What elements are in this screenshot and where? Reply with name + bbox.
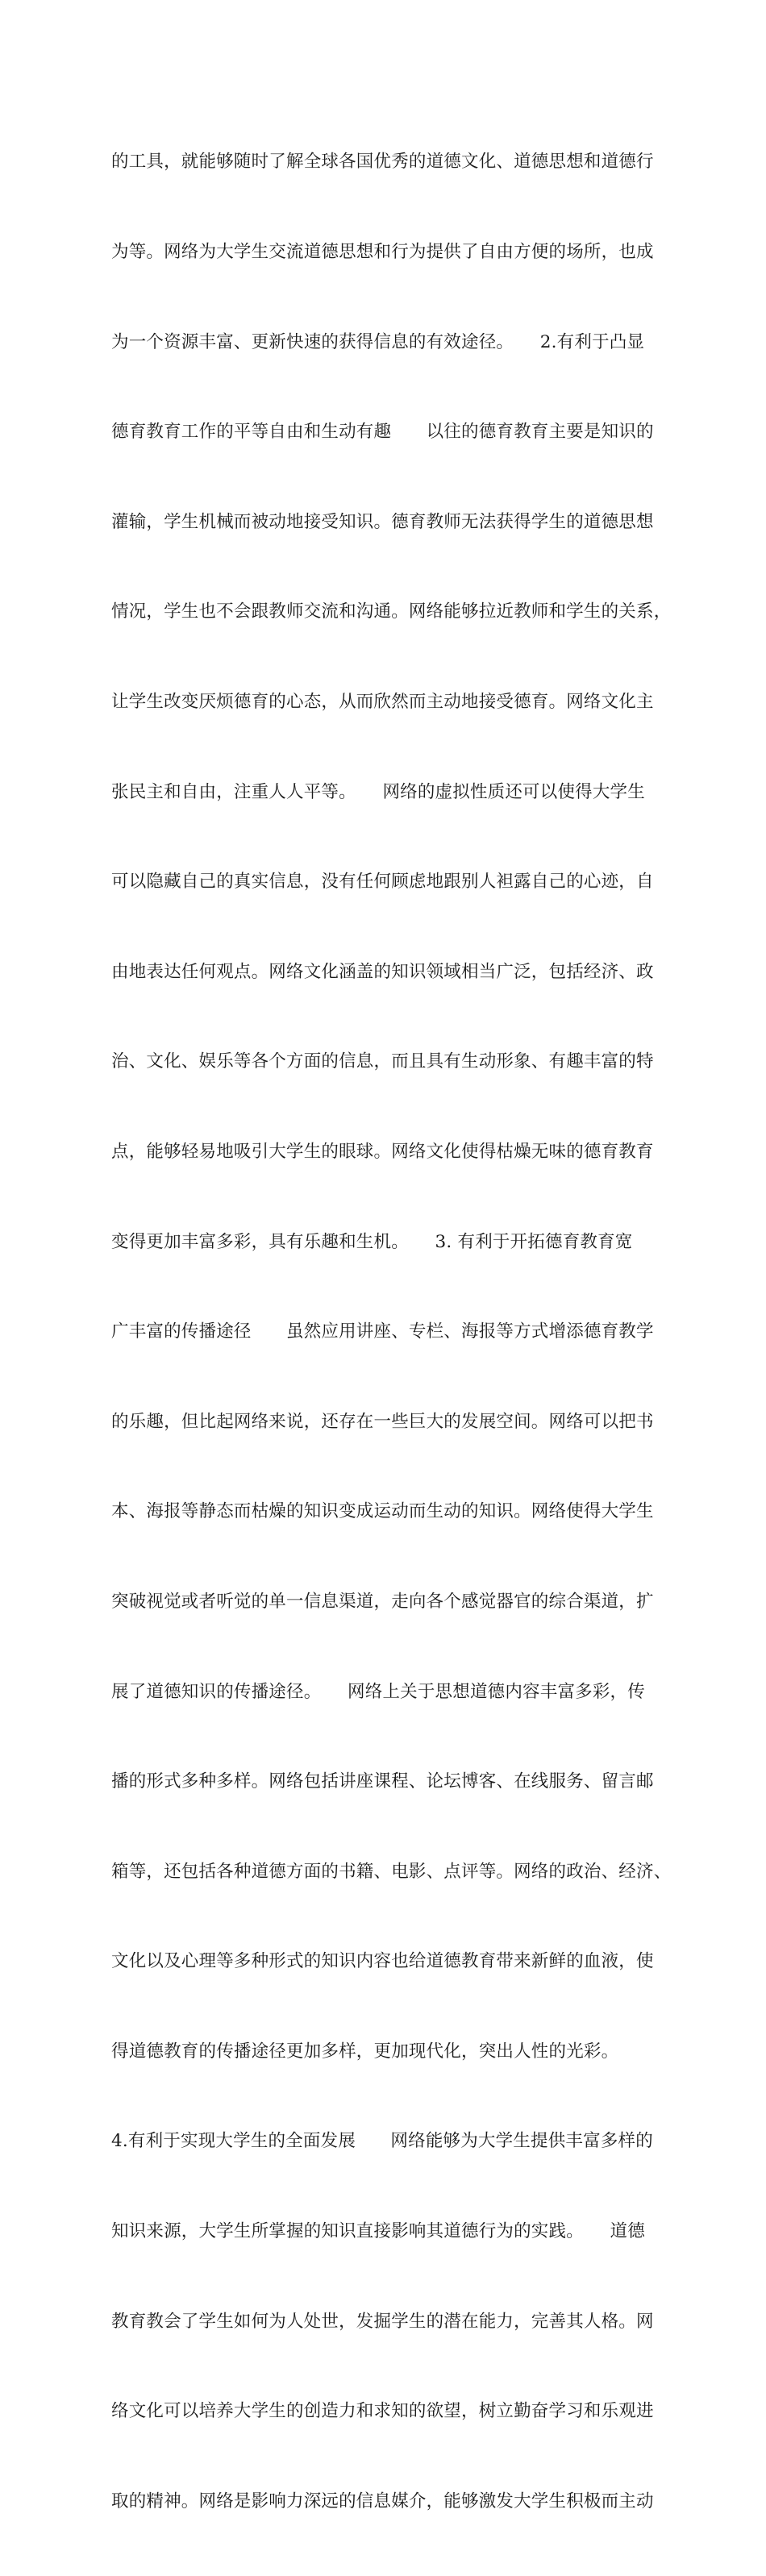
text-line: 为等。网络为大学生交流道德思想和行为提供了自由方便的场所，也成 (111, 242, 654, 262)
text-line: 突破视觉或者听觉的单一信息渠道，走向各个感觉器官的综合渠道，扩 (111, 1591, 654, 1612)
text-line: 灌输，学生机械而被动地接受知识。德育教师无法获得学生的道德思想 (111, 511, 654, 532)
text-line: 让学生改变厌烦德育的心态，从而欣然而主动地接受德育。网络文化主 (111, 691, 654, 712)
text-line: 4.有利于实现大学生的全面发展 网络能够为大学生提供丰富多样的 (111, 2131, 653, 2152)
text-line: 可以隐藏自己的真实信息，没有任何顾虑地跟别人袒露自己的心迹，自 (111, 872, 654, 893)
body-text (111, 87, 672, 2576)
text-line: 本、海报等静态而枯燥的知识变成运动而生动的知识。网络使得大学生 (111, 1501, 654, 1522)
text-line: 得道德教育的传播途径更加多样，更加现代化，突出人性的光彩。 (111, 2041, 619, 2062)
text-line: 取的精神。网络是影响力深远的信息媒介，能够激发大学生积极而主动 (111, 2491, 654, 2511)
text-line: 德育教育工作的平等自由和生动有趣 以往的德育教育主要是知识的 (111, 422, 654, 443)
text-line: 播的形式多种多样。网络包括讲座课程、论坛博客、在线服务、留言邮 (111, 1771, 654, 1792)
text-line: 为一个资源丰富、更新快速的获得信息的有效途径。 2.有利于凸显 (111, 331, 645, 352)
text-line: 治、文化、娱乐等各个方面的信息，而且具有生动形象、有趣丰富的特 (111, 1051, 654, 1072)
text-line: 展了道德知识的传播途径。 网络上关于思想道德内容丰富多彩，传 (111, 1681, 645, 1702)
text-line: 点，能够轻易地吸引大学生的眼球。网络文化使得枯燥无味的德育教育 (111, 1141, 654, 1162)
text-line: 张民主和自由，注重人人平等。 网络的虚拟性质还可以使得大学生 (111, 781, 645, 802)
text-line: 变得更加丰富多彩，具有乐趣和生机。 3. 有利于开拓德育教育宽 (111, 1231, 633, 1252)
text-line: 由地表达任何观点。网络文化涵盖的知识领域相当广泛，包括经济、政 (111, 961, 654, 982)
text-line: 文化以及心理等多种形式的知识内容也给道德教育带来新鲜的血液，使 (111, 1951, 654, 1972)
text-line: 广丰富的传播途径 虽然应用讲座、专栏、海报等方式增添德育教学 (111, 1321, 654, 1342)
text-line: 络文化可以培养大学生的创造力和求知的欲望，树立勤奋学习和乐观进 (111, 2401, 654, 2422)
text-line: 的工具，就能够随时了解全球各国优秀的道德文化、道德思想和道德行 (111, 152, 654, 173)
text-line: 箱等，还包括各种道德方面的书籍、电影、点评等。网络的政治、经济、 (111, 1861, 672, 1882)
text-line: 教育教会了学生如何为人处世，发掘学生的潜在能力，完善其人格。网 (111, 2311, 654, 2332)
text-line: 的乐趣，但比起网络来说，还存在一些巨大的发展空间。网络可以把书 (111, 1411, 654, 1432)
text-line: 知识来源，大学生所掌握的知识直接影响其道德行为的实践。 道德 (111, 2221, 645, 2242)
text-line: 情况，学生也不会跟教师交流和沟通。网络能够拉近教师和学生的关系， (111, 601, 672, 622)
